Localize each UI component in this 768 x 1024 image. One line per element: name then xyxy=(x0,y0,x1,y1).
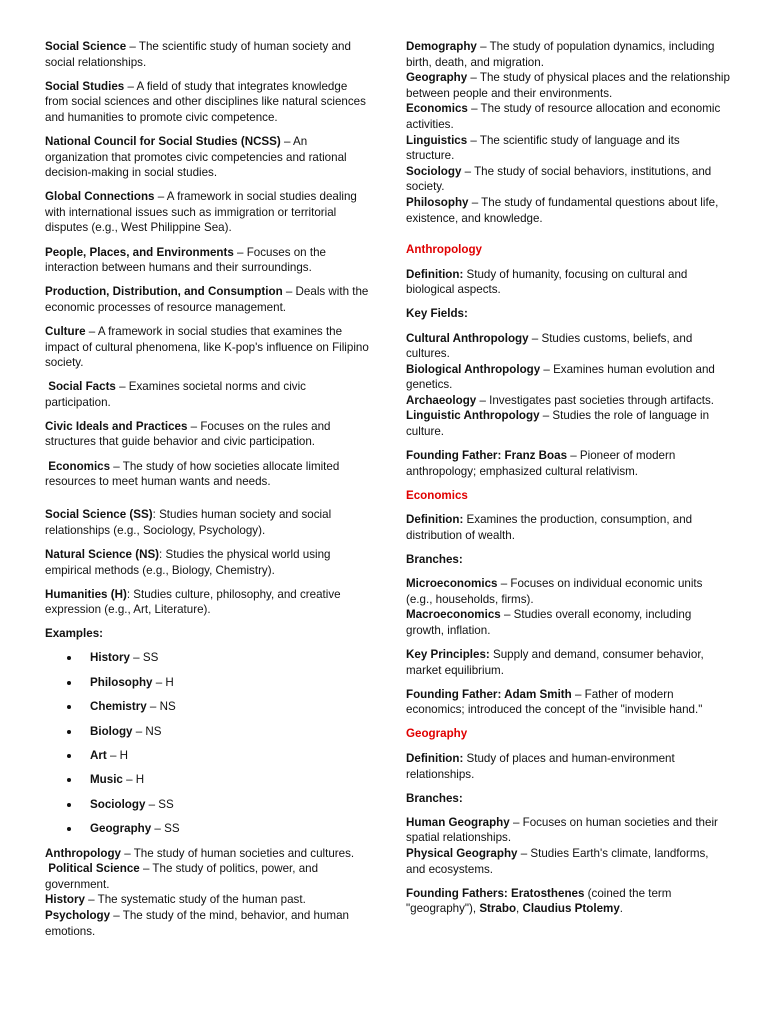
separator: , xyxy=(516,902,523,916)
example-code: – H xyxy=(106,748,129,762)
field-entry xyxy=(406,331,731,362)
list-item xyxy=(45,675,370,691)
branches-label-text: Branches: xyxy=(406,791,463,805)
branch-term: Human Geography xyxy=(406,815,510,829)
discipline-entry xyxy=(406,70,731,101)
separator: – xyxy=(233,245,247,259)
entry-desc: Focuses on the interaction between humans and their surroundings. xyxy=(45,245,326,275)
field-term: Linguistic Anthropology xyxy=(406,409,540,423)
discipline-term: History xyxy=(45,893,85,907)
discipline-desc: The study of resource allocation and economic activities. xyxy=(406,102,721,131)
entry-term: Economics xyxy=(45,459,111,473)
branch-entry xyxy=(406,815,731,846)
separator: – xyxy=(467,71,480,85)
separator: – xyxy=(124,79,137,93)
founders-note: (coined the term "geography"), xyxy=(406,886,672,916)
discipline-entry xyxy=(406,164,731,195)
discipline-term: Linguistics xyxy=(406,133,468,147)
category-desc: Studies the physical world using empirical methods (e.g., Biology, Chemistry). xyxy=(45,547,331,577)
anthropology-founder xyxy=(406,448,731,479)
entry-desc: The study of how societies allocate limited resources to meet human wants and needs. xyxy=(45,459,340,489)
discipline-term: Economics xyxy=(406,102,468,116)
key-fields-label-text: Key Fields: xyxy=(406,307,468,321)
discipline-desc: The study of the mind, behavior, and human emotions. xyxy=(45,908,349,938)
principles-text: Supply and demand, consumer behavior, market equilibrium. xyxy=(406,648,704,677)
category-term: Natural Science (NS) xyxy=(45,547,160,561)
entry xyxy=(45,324,370,371)
branches-label xyxy=(406,791,731,807)
founder-desc: – Pioneer of modern anthropology; emphasized cultural relativism. xyxy=(406,449,676,478)
category-desc: Studies human society and social relationships (e.g., Sociology, Psychology). xyxy=(45,508,332,537)
discipline-desc: The study of population dynamics, including birth, death, and migration. xyxy=(406,40,715,69)
example-subject: Geography xyxy=(90,822,152,836)
example-subject: Art xyxy=(90,748,107,762)
entry-desc: A field of study that integrates knowledge from social sciences and other disciplines like natural sciences and humanities to promote civic competence. xyxy=(45,79,366,124)
separator: – xyxy=(84,893,98,907)
branch-term: Microeconomics xyxy=(406,577,498,591)
discipline-desc: The study of politics, power, and government. xyxy=(45,862,319,891)
discipline-desc: The scientific study of language and its structure. xyxy=(406,133,680,163)
list-item xyxy=(45,699,370,715)
science-categories xyxy=(45,507,370,618)
discipline-entry xyxy=(45,861,370,892)
field-entry xyxy=(406,393,731,409)
field-entry xyxy=(406,408,731,439)
left-column xyxy=(45,39,370,939)
discipline-desc: The study of social behaviors, institutions, and society. xyxy=(406,164,712,194)
separator: – xyxy=(476,40,490,53)
branch-term: Macroeconomics xyxy=(406,608,501,622)
entry xyxy=(45,134,370,181)
separator: : xyxy=(152,508,160,522)
branches-label-text: Branches: xyxy=(406,553,463,567)
separator: – xyxy=(85,324,98,338)
entry-term: National Council for Social Studies (NCSS) xyxy=(45,134,281,148)
list-item xyxy=(45,748,370,764)
separator: – xyxy=(467,102,481,116)
field-term: Biological Anthropology xyxy=(406,362,541,376)
separator: – xyxy=(110,908,123,922)
definition-label: Definition: xyxy=(406,752,464,766)
branch-desc: Focuses on human societies and their spatial relationships. xyxy=(406,815,718,845)
field-term: Archaeology xyxy=(406,393,477,407)
separator: : xyxy=(126,587,134,601)
entry-term: Production, Distribution, and Consumption xyxy=(45,285,283,299)
discipline-term: Philosophy xyxy=(406,195,469,209)
entry xyxy=(45,245,370,276)
entry-term: Social Studies xyxy=(45,79,125,93)
separator: – xyxy=(139,862,153,876)
founders-label: Founding Fathers: Eratosthenes xyxy=(406,886,585,900)
geography-branches-list xyxy=(406,815,731,877)
example-code: – NS xyxy=(132,724,162,738)
entry xyxy=(45,39,370,70)
economics-heading: Economics xyxy=(406,488,468,502)
separator: – xyxy=(280,134,294,148)
founder-label: Founding Father: Adam Smith xyxy=(406,687,572,701)
discipline-term: Demography xyxy=(406,40,477,53)
category-entry xyxy=(45,507,370,538)
entry xyxy=(45,79,370,126)
discipline-desc: The study of physical places and the relationship between people and their environments. xyxy=(406,71,730,100)
discipline-entry xyxy=(406,133,731,164)
anthropology-definition xyxy=(406,267,731,298)
discipline-entry xyxy=(45,892,370,908)
entry-term: Global Connections xyxy=(45,190,155,204)
entry-desc: Deals with the economic processes of resource management. xyxy=(45,285,369,314)
entry-term: People, Places, and Environments xyxy=(45,245,234,259)
field-desc: Investigates past societies through artifacts. xyxy=(489,393,715,407)
entry xyxy=(45,284,370,315)
economics-branches-list xyxy=(406,576,731,638)
definition-text: Study of humanity, focusing on cultural and biological aspects. xyxy=(406,267,688,297)
definition-text: Study of places and human-environment relationships. xyxy=(406,752,675,781)
branch-desc: Focuses on individual economic units (e.g., households, firms). xyxy=(406,577,703,606)
separator: – xyxy=(468,195,482,209)
separator: – xyxy=(517,847,531,861)
field-entry xyxy=(406,362,731,393)
list-item xyxy=(45,821,370,837)
discipline-desc: The study of fundamental questions about life, existence, and knowledge. xyxy=(406,195,719,225)
example-subject: History xyxy=(90,651,130,665)
separator: – xyxy=(121,846,134,860)
separator: – xyxy=(110,459,123,473)
list-item xyxy=(45,797,370,813)
geography-heading: Geography xyxy=(406,727,468,741)
separator: – xyxy=(528,331,542,345)
discipline-list-left xyxy=(45,846,370,940)
category-entry xyxy=(45,587,370,618)
entry xyxy=(45,419,370,450)
entry xyxy=(45,459,370,490)
definition-label: Definition: xyxy=(406,267,464,281)
branch-desc: Studies overall economy, including growth, inflation. xyxy=(406,608,692,637)
branch-desc: Studies Earth's climate, landforms, and ecosystems. xyxy=(406,847,709,876)
founder-label: Founding Father: Franz Boas xyxy=(406,449,568,463)
definition-label: Definition: xyxy=(406,513,464,527)
separator: – xyxy=(154,190,167,204)
discipline-entry xyxy=(45,908,370,939)
branch-entry xyxy=(406,607,731,638)
entry-term: Culture xyxy=(45,324,86,338)
example-subject: Biology xyxy=(90,724,133,738)
discipline-term: Political Science xyxy=(45,862,140,876)
right-column xyxy=(406,39,731,925)
separator: – xyxy=(282,285,296,299)
discipline-list-right xyxy=(406,39,731,226)
example-subject: Chemistry xyxy=(90,700,147,714)
economics-founder xyxy=(406,687,731,718)
separator: – xyxy=(540,362,554,376)
separator: – xyxy=(461,164,475,178)
founder-desc: – Father of modern economics; introduced the concept of the "invisible hand." xyxy=(406,687,703,717)
category-entry xyxy=(45,547,370,578)
separator: – xyxy=(497,577,511,591)
separator: – xyxy=(115,380,129,394)
examples-list xyxy=(45,650,370,836)
category-term: Social Science (SS) xyxy=(45,508,153,522)
entry-term: Social Facts xyxy=(45,380,116,394)
entry-term: Civic Ideals and Practices xyxy=(45,419,188,433)
category-term: Humanities (H) xyxy=(45,587,127,601)
key-fields-label xyxy=(406,306,731,322)
key-fields-list xyxy=(406,331,731,440)
field-desc: Studies customs, beliefs, and cultures. xyxy=(406,331,693,361)
separator: – xyxy=(476,393,490,407)
category-desc: Studies culture, philosophy, and creative expression (e.g., Art, Literature). xyxy=(45,587,341,617)
discipline-entry xyxy=(406,195,731,226)
list-item xyxy=(45,772,370,788)
geography-section xyxy=(406,726,731,916)
branches-label xyxy=(406,552,731,568)
entry-desc: A framework in social studies that examines the impact of cultural phenomena, like K-pop's influence on Filipino society. xyxy=(45,324,369,370)
founder-ptolemy: Claudius Ptolemy xyxy=(522,902,620,916)
example-code: – SS xyxy=(151,822,180,836)
entry xyxy=(45,189,370,236)
field-desc: Studies the role of language in culture. xyxy=(406,409,710,439)
separator: – xyxy=(509,815,523,829)
principles-label: Key Principles: xyxy=(406,648,490,662)
anthropology-section xyxy=(406,242,731,479)
example-code: – H xyxy=(122,773,145,787)
discipline-term: Anthropology xyxy=(45,846,121,860)
discipline-entry xyxy=(45,846,370,862)
discipline-entry xyxy=(406,39,731,70)
example-code: – NS xyxy=(146,700,176,714)
geography-definition xyxy=(406,751,731,782)
examples-label xyxy=(45,626,370,642)
separator: – xyxy=(187,419,201,433)
economics-definition xyxy=(406,512,731,543)
entry-desc: Examines societal norms and civic participation. xyxy=(45,380,306,409)
example-code: – SS xyxy=(129,651,159,665)
separator: – xyxy=(126,40,139,53)
discipline-term: Sociology xyxy=(406,164,462,178)
separator: : xyxy=(159,547,166,561)
list-item xyxy=(45,650,370,666)
economics-principles xyxy=(406,647,731,678)
entry xyxy=(45,379,370,410)
field-term: Cultural Anthropology xyxy=(406,331,529,345)
example-subject: Sociology xyxy=(90,797,146,811)
discipline-term: Psychology xyxy=(45,908,111,922)
separator: – xyxy=(539,409,553,423)
field-desc: Examines human evolution and genetics. xyxy=(406,362,715,392)
example-code: – SS xyxy=(145,797,174,811)
geography-founders xyxy=(406,886,731,917)
entry-term: Social Science xyxy=(45,40,127,53)
example-subject: Music xyxy=(90,773,123,787)
branch-term: Physical Geography xyxy=(406,847,518,861)
discipline-desc: The study of human societies and cultures. xyxy=(133,846,355,860)
entry-desc: An organization that promotes civic competencies and rational decision-making in social studies. xyxy=(45,134,347,180)
separator: – xyxy=(500,608,514,622)
branch-entry xyxy=(406,576,731,607)
entry-desc: Focuses on the rules and structures that guide behavior and civic participation. xyxy=(45,419,331,449)
definition-text: Examines the production, consumption, and distribution of wealth. xyxy=(406,513,693,543)
founder-strabo: Strabo xyxy=(479,902,517,916)
discipline-desc: The systematic study of the human past. xyxy=(97,893,306,907)
branch-entry xyxy=(406,846,731,877)
example-subject: Philosophy xyxy=(90,675,153,689)
separator: . xyxy=(619,902,624,916)
discipline-entry xyxy=(406,101,731,132)
economics-section xyxy=(406,488,731,718)
anthropology-heading: Anthropology xyxy=(406,243,482,257)
entry-desc: The scientific study of human society and social relationships. xyxy=(45,40,351,69)
examples-label-text: Examples: xyxy=(45,627,103,641)
example-code: – H xyxy=(152,675,174,689)
framework-entries xyxy=(45,39,370,490)
list-item xyxy=(45,724,370,740)
separator: – xyxy=(467,133,480,147)
discipline-term: Geography xyxy=(406,71,468,85)
entry-desc: A framework in social studies dealing with international issues such as immigration or territorial disputes (e.g., West Philippine Sea). xyxy=(45,190,357,235)
